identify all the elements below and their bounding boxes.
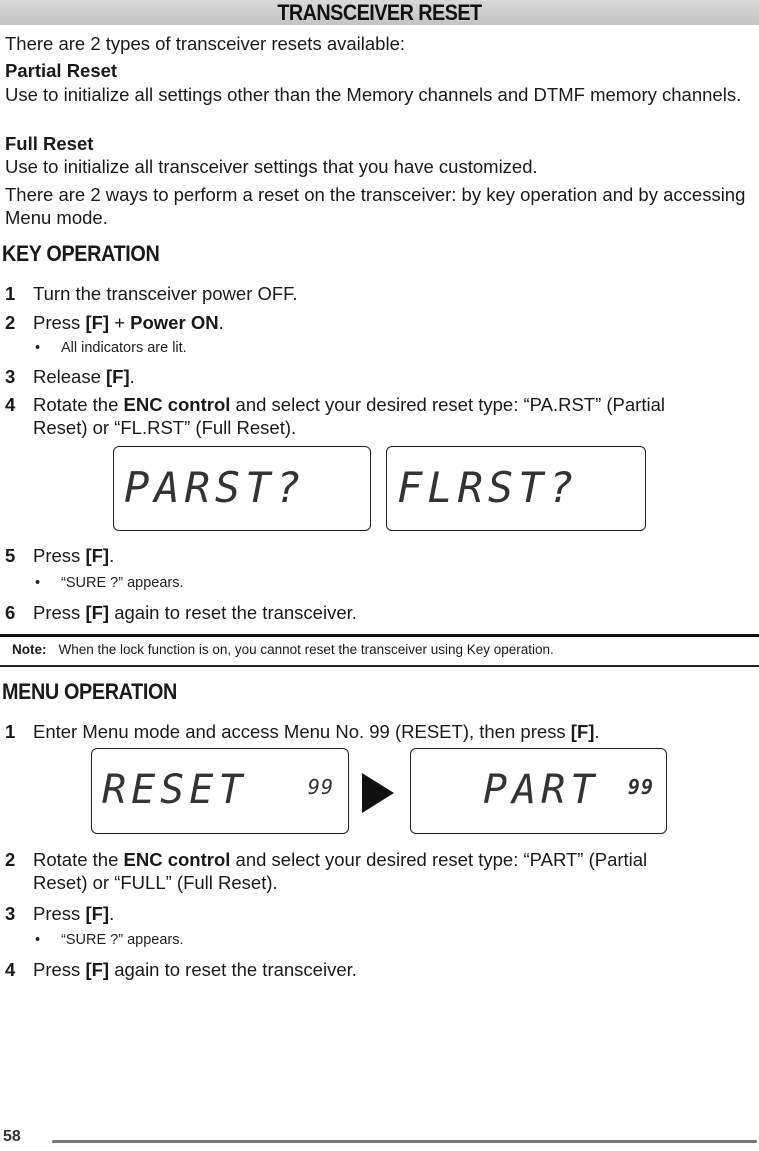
note-text: When the lock function is on, you cannot reset the transceiver using Key operation. xyxy=(58,642,554,657)
step-text: Press xyxy=(33,312,86,333)
step-text-continued: Reset) or “FULL” (Full Reset). xyxy=(33,872,278,893)
step-number: 4 xyxy=(5,959,16,980)
bullet-text: “SURE ?” appears. xyxy=(61,932,184,948)
bullet-text: “SURE ?” appears. xyxy=(61,575,184,591)
key-label: [F] xyxy=(106,366,130,387)
step-text: . xyxy=(109,903,115,924)
key-label: [F] xyxy=(85,959,110,980)
lcd-readout: RESET xyxy=(102,767,248,813)
step-text: Turn the transceiver power OFF. xyxy=(33,283,298,304)
step-text: again to reset the transceiver. xyxy=(109,959,357,980)
step-text: . xyxy=(109,545,115,566)
note-bottom-rule xyxy=(0,665,759,667)
key-step-2 xyxy=(5,311,224,334)
step-text: Rotate the xyxy=(33,849,124,870)
key-step-4 xyxy=(5,393,665,439)
lcd-readout: PARST? xyxy=(124,463,306,512)
step-number: 3 xyxy=(5,366,16,387)
step-number: 2 xyxy=(5,312,16,333)
section-title-bar xyxy=(0,0,759,25)
page-number: 58 xyxy=(3,1128,21,1145)
key-label: [F] xyxy=(85,602,110,623)
reset-ways-line: There are 2 ways to perform a reset on the transceiver: by key operation and by accessing Menu mode. xyxy=(5,184,746,228)
step-text: again to reset the transceiver. xyxy=(109,602,357,623)
menu-step-3 xyxy=(5,902,114,925)
key-step-5 xyxy=(5,544,114,567)
note-label: Note: xyxy=(12,642,47,657)
lcd-display-menu-reset xyxy=(91,748,349,834)
menu-step-4 xyxy=(5,958,357,981)
intro-types-line: There are 2 types of transceiver resets available: xyxy=(5,33,405,54)
step-text: Release xyxy=(33,366,107,387)
partial-reset-heading: Partial Reset xyxy=(5,60,118,81)
step-number: 3 xyxy=(5,903,16,924)
step-number: 1 xyxy=(5,721,16,742)
menu-step-2 xyxy=(5,848,647,894)
step-text: Press xyxy=(33,959,86,980)
lcd-readout: FLRST? xyxy=(397,463,579,512)
page-title: TRANSCEIVER RESET xyxy=(277,0,482,25)
key-label: ENC control xyxy=(123,849,231,870)
step-text: . xyxy=(594,721,600,742)
key-label: [F] xyxy=(85,312,110,333)
step-text: . xyxy=(129,366,135,387)
step-number: 2 xyxy=(5,849,16,870)
key-label: [F] xyxy=(570,721,595,742)
key-label: [F] xyxy=(85,545,110,566)
lcd-display-menu-part xyxy=(410,748,667,834)
menu-operation-heading: MENU OPERATION xyxy=(2,679,178,704)
lcd-display-full-reset xyxy=(386,446,646,531)
step-text: Press xyxy=(33,545,86,566)
key-label: Power ON xyxy=(130,312,219,333)
full-reset-description: Use to initialize all transceiver settings that you have customized. xyxy=(5,156,538,177)
key-step-6 xyxy=(5,601,357,624)
key-label: ENC control xyxy=(123,394,231,415)
full-reset-heading: Full Reset xyxy=(5,133,94,154)
lcd-display-partial-reset xyxy=(113,446,371,531)
key-step-1 xyxy=(5,282,298,305)
key-step-2-bullet: • All indicators are lit. xyxy=(35,340,187,356)
step-text: Press xyxy=(33,602,86,623)
bullet-text: All indicators are lit. xyxy=(61,340,187,356)
lcd-readout: PART xyxy=(483,767,600,813)
key-label: [F] xyxy=(85,903,110,924)
key-operation-heading: KEY OPERATION xyxy=(2,241,160,266)
partial-reset-description: Use to initialize all settings other than the Memory channels and DTMF memory channels. xyxy=(5,84,742,105)
arrow-right-icon xyxy=(362,773,394,813)
lcd-menu-number: 99 xyxy=(627,775,654,799)
step-number: 6 xyxy=(5,602,16,623)
step-number: 1 xyxy=(5,283,16,304)
step-number: 4 xyxy=(5,394,16,415)
lcd-menu-number: 99 xyxy=(307,775,334,799)
step-text: + xyxy=(109,312,131,333)
note-top-rule xyxy=(0,634,759,637)
lock-function-note xyxy=(12,642,554,657)
menu-step-3-bullet: • “SURE ?” appears. xyxy=(35,932,184,948)
footer-rule xyxy=(52,1140,757,1143)
menu-step-1 xyxy=(5,720,600,743)
step-text: and select your desired reset type: “PART” (Partial xyxy=(230,849,648,870)
key-step-3 xyxy=(5,365,135,388)
step-text: Press xyxy=(33,903,86,924)
step-text: . xyxy=(218,312,224,333)
step-text: Rotate the xyxy=(33,394,124,415)
key-step-5-bullet: • “SURE ?” appears. xyxy=(35,575,184,591)
step-text-continued: Reset) or “FL.RST” (Full Reset). xyxy=(33,417,297,438)
step-number: 5 xyxy=(5,545,16,566)
step-text: Enter Menu mode and access Menu No. 99 (RESET), then press xyxy=(33,721,571,742)
step-text: and select your desired reset type: “PA.RST” (Partial xyxy=(230,394,665,415)
